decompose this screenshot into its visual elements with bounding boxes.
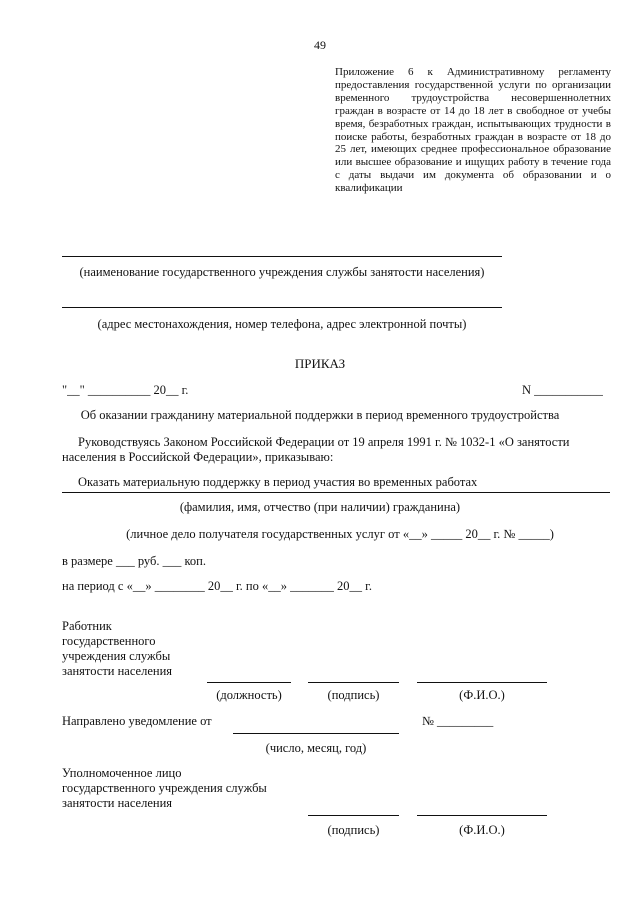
date-caption: (число, месяц, год) xyxy=(265,741,367,755)
authorized-signature-caption: (подпись) xyxy=(327,823,380,837)
institution-name-line xyxy=(62,256,502,257)
order-title: ПРИКАЗ xyxy=(294,356,346,371)
personal-file-caption: (личное дело получателя государственных услуг от «__» _____ 20__ г. № _____) xyxy=(126,527,554,541)
fio-signature-line xyxy=(417,682,547,683)
signature-line xyxy=(308,682,399,683)
authorized-line-2: государственного учреждения службы xyxy=(62,781,267,795)
position-signature-line xyxy=(207,682,291,683)
authorized-line-1: Уполномоченное лицо xyxy=(62,766,182,780)
order-date-field: "__" __________ 20__ г. xyxy=(62,383,189,397)
authorized-signature-line xyxy=(308,815,399,816)
basis-line-1: Руководствуясь Законом Российской Федерации от 19 апреля 1991 г. № 1032-1 «О занятости xyxy=(78,435,570,449)
notification-number: № _________ xyxy=(422,714,494,728)
worker-line-3: учреждения службы xyxy=(62,649,171,663)
appendix-note: Приложение 6 к Административному регламенту предоставления государственной услуги по организации временного трудоустройства несовершеннолетних граждан в возрасте от 14 до 18 лет в свободное от учебы время, безработных граждан, испытывающих трудности в поиске работы, безработных граждан в возрасте от 18 до 25 лет, имеющих среднее профессиональное образование или высшее образование и ищущих работу в течение года с даты выдачи им документа об образовании и о квалификации xyxy=(335,66,611,195)
institution-caption: (наименование государственного учреждения службы занятости населения) xyxy=(79,265,485,279)
authorized-line-3: занятости населения xyxy=(62,796,173,810)
citizen-fio-caption: (фамилия, имя, отчество (при наличии) гражданина) xyxy=(179,500,461,514)
worker-line-1: Работник xyxy=(62,619,112,633)
page-number: 49 xyxy=(314,38,326,52)
address-line xyxy=(62,307,502,308)
basis-line-2: населения в Российской Федерации», приказываю: xyxy=(62,450,334,464)
authorized-fio-caption: (Ф.И.О.) xyxy=(459,823,505,837)
fio-caption: (Ф.И.О.) xyxy=(459,688,505,702)
order-subject: Об оказании гражданину материальной поддержки в период временного трудоустройства xyxy=(80,408,560,422)
authorized-fio-line xyxy=(417,815,547,816)
signature-caption: (подпись) xyxy=(327,688,380,702)
worker-line-2: государственного xyxy=(62,634,156,648)
citizen-name-line xyxy=(62,492,610,493)
amount-line: в размере ___ руб. ___ коп. xyxy=(62,554,207,568)
worker-line-4: занятости населения xyxy=(62,664,173,678)
period-line: на период с «__» ________ 20__ г. по «__» _______ 20__ г. xyxy=(62,579,372,593)
position-caption: (должность) xyxy=(216,688,282,702)
provide-support-text: Оказать материальную поддержку в период участия во временных работах xyxy=(78,475,478,489)
notification-label: Направлено уведомление от xyxy=(62,714,212,728)
notification-date-line xyxy=(233,733,399,734)
address-caption: (адрес местонахождения, номер телефона, адрес электронной почты) xyxy=(97,317,467,331)
order-number-field: N ___________ xyxy=(522,383,603,397)
